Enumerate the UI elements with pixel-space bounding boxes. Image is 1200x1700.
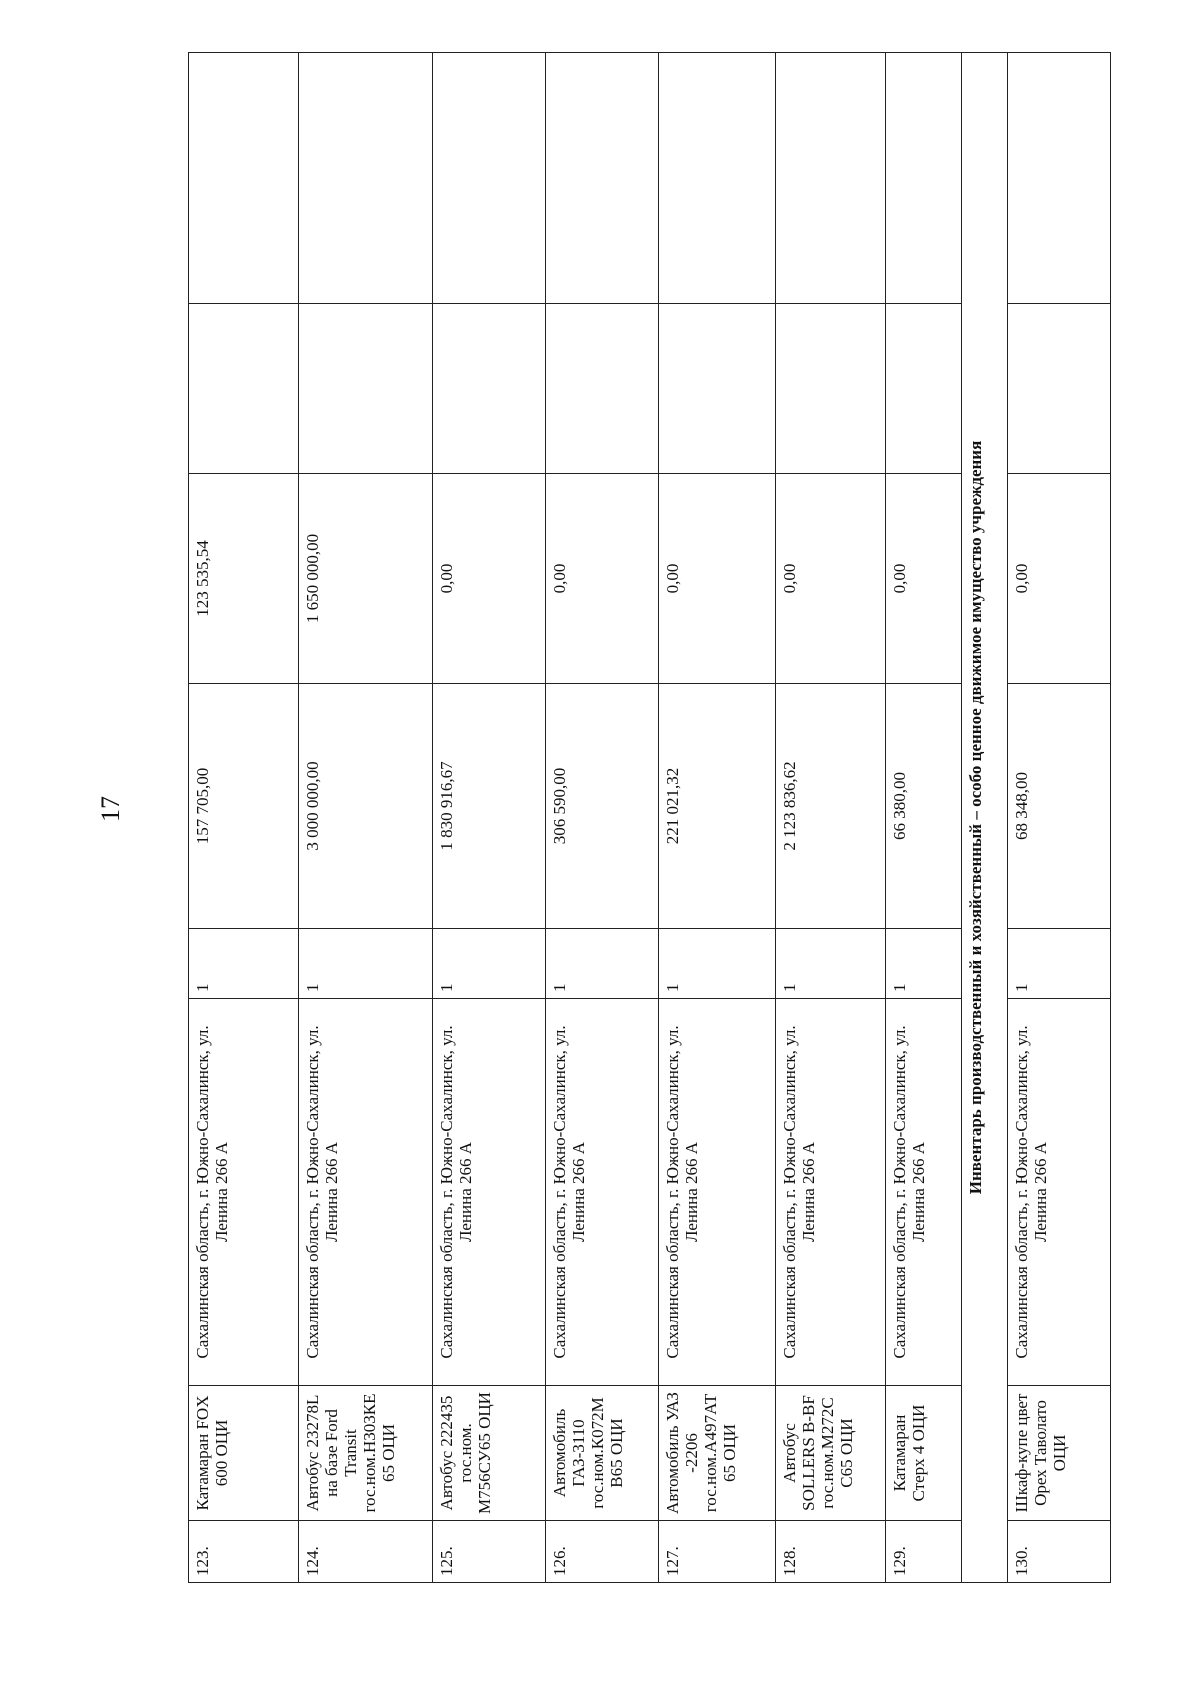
empty-cell: [1008, 53, 1111, 304]
empty-cell: [546, 304, 659, 474]
row-number: 124.: [299, 1521, 433, 1583]
table-row: [776, 53, 886, 1583]
empty-cell: [659, 304, 776, 474]
row-number: 129.: [886, 1521, 962, 1583]
empty-cell: [433, 53, 546, 304]
item-quantity: 1: [1008, 929, 1111, 999]
item-residual: 0,00: [1008, 474, 1111, 684]
empty-cell: [546, 53, 659, 304]
item-cost: 3 000 000,00: [299, 684, 433, 929]
row-number: 125.: [433, 1521, 546, 1583]
empty-cell: [886, 53, 962, 304]
item-name: Автомобиль УАЗ -2206 гос.ном.А497АТ 65 ОЦИ: [659, 1386, 776, 1521]
row-number: 127.: [659, 1521, 776, 1583]
row-number: 128.: [776, 1521, 886, 1583]
item-address: Сахалинская область, г. Южно-Сахалинск, ул. Ленина 266 А: [886, 999, 962, 1386]
item-quantity: 1: [659, 929, 776, 999]
table-row: [189, 53, 299, 1583]
empty-cell: [433, 304, 546, 474]
empty-cell: [299, 304, 433, 474]
page-number: 17: [96, 796, 125, 822]
item-cost: 2 123 836,62: [776, 684, 886, 929]
item-address: Сахалинская область, г. Южно-Сахалинск, ул. Ленина 266 А: [659, 999, 776, 1386]
empty-cell: [189, 53, 299, 304]
item-name: Шкаф-купе цвет Орех Таволато ОЦИ: [1008, 1386, 1111, 1521]
item-address: Сахалинская область, г. Южно-Сахалинск, ул. Ленина 266 А: [433, 999, 546, 1386]
item-address: Сахалинская область, г. Южно-Сахалинск, ул. Ленина 266 А: [546, 999, 659, 1386]
inventory-table: [188, 52, 1111, 1583]
item-residual: 0,00: [546, 474, 659, 684]
item-residual: 0,00: [659, 474, 776, 684]
item-residual: 0,00: [433, 474, 546, 684]
item-address: Сахалинская область, г. Южно-Сахалинск, ул. Ленина 266 А: [189, 999, 299, 1386]
item-residual: 0,00: [886, 474, 962, 684]
inventory-table-wrapper: [188, 53, 1110, 1583]
table-row: [299, 53, 433, 1583]
item-quantity: 1: [299, 929, 433, 999]
empty-cell: [886, 304, 962, 474]
row-number: 126.: [546, 1521, 659, 1583]
item-cost: 157 705,00: [189, 684, 299, 929]
item-address: Сахалинская область, г. Южно-Сахалинск, ул. Ленина 266 А: [1008, 999, 1111, 1386]
table-row: [659, 53, 776, 1583]
section-row: [962, 53, 1008, 1583]
row-number: 130.: [1008, 1521, 1111, 1583]
item-name: Автобус 23278L на базе Ford Transit гос.ном.Н303КЕ 65 ОЦИ: [299, 1386, 433, 1521]
item-name: Катамаран FOX 600 ОЦИ: [189, 1386, 299, 1521]
item-quantity: 1: [776, 929, 886, 999]
item-name: Автомобиль ГАЗ-3110 гос.ном.К072М В65 ОЦИ: [546, 1386, 659, 1521]
item-quantity: 1: [433, 929, 546, 999]
item-cost: 68 348,00: [1008, 684, 1111, 929]
item-address: Сахалинская область, г. Южно-Сахалинск, ул. Ленина 266 А: [776, 999, 886, 1386]
empty-cell: [189, 304, 299, 474]
item-name: Автобус 222435 гос.ном. М756СУ65 ОЦИ: [433, 1386, 546, 1521]
empty-cell: [776, 53, 886, 304]
table-row: [886, 53, 962, 1583]
empty-cell: [299, 53, 433, 304]
row-number: 123.: [189, 1521, 299, 1583]
table-row: [546, 53, 659, 1583]
item-residual: 0,00: [776, 474, 886, 684]
empty-cell: [776, 304, 886, 474]
table-row: [1008, 53, 1111, 1583]
item-address: Сахалинская область, г. Южно-Сахалинск, ул. Ленина 266 А: [299, 999, 433, 1386]
item-residual: 123 535,54: [189, 474, 299, 684]
item-cost: 221 021,32: [659, 684, 776, 929]
table-row: [433, 53, 546, 1583]
item-name: Автобус SOLLERS B-BF гос.ном.М272С С65 ОЦИ: [776, 1386, 886, 1521]
section-title: Инвентарь производственный и хозяйственный – особо ценное движимое имущество учреждения: [962, 53, 1008, 1583]
empty-cell: [659, 53, 776, 304]
item-name: Катамаран Стерх 4 ОЦИ: [886, 1386, 962, 1521]
item-residual: 1 650 000,00: [299, 474, 433, 684]
item-cost: 66 380,00: [886, 684, 962, 929]
item-quantity: 1: [886, 929, 962, 999]
empty-cell: [1008, 304, 1111, 474]
item-cost: 1 830 916,67: [433, 684, 546, 929]
item-cost: 306 590,00: [546, 684, 659, 929]
item-quantity: 1: [189, 929, 299, 999]
item-quantity: 1: [546, 929, 659, 999]
